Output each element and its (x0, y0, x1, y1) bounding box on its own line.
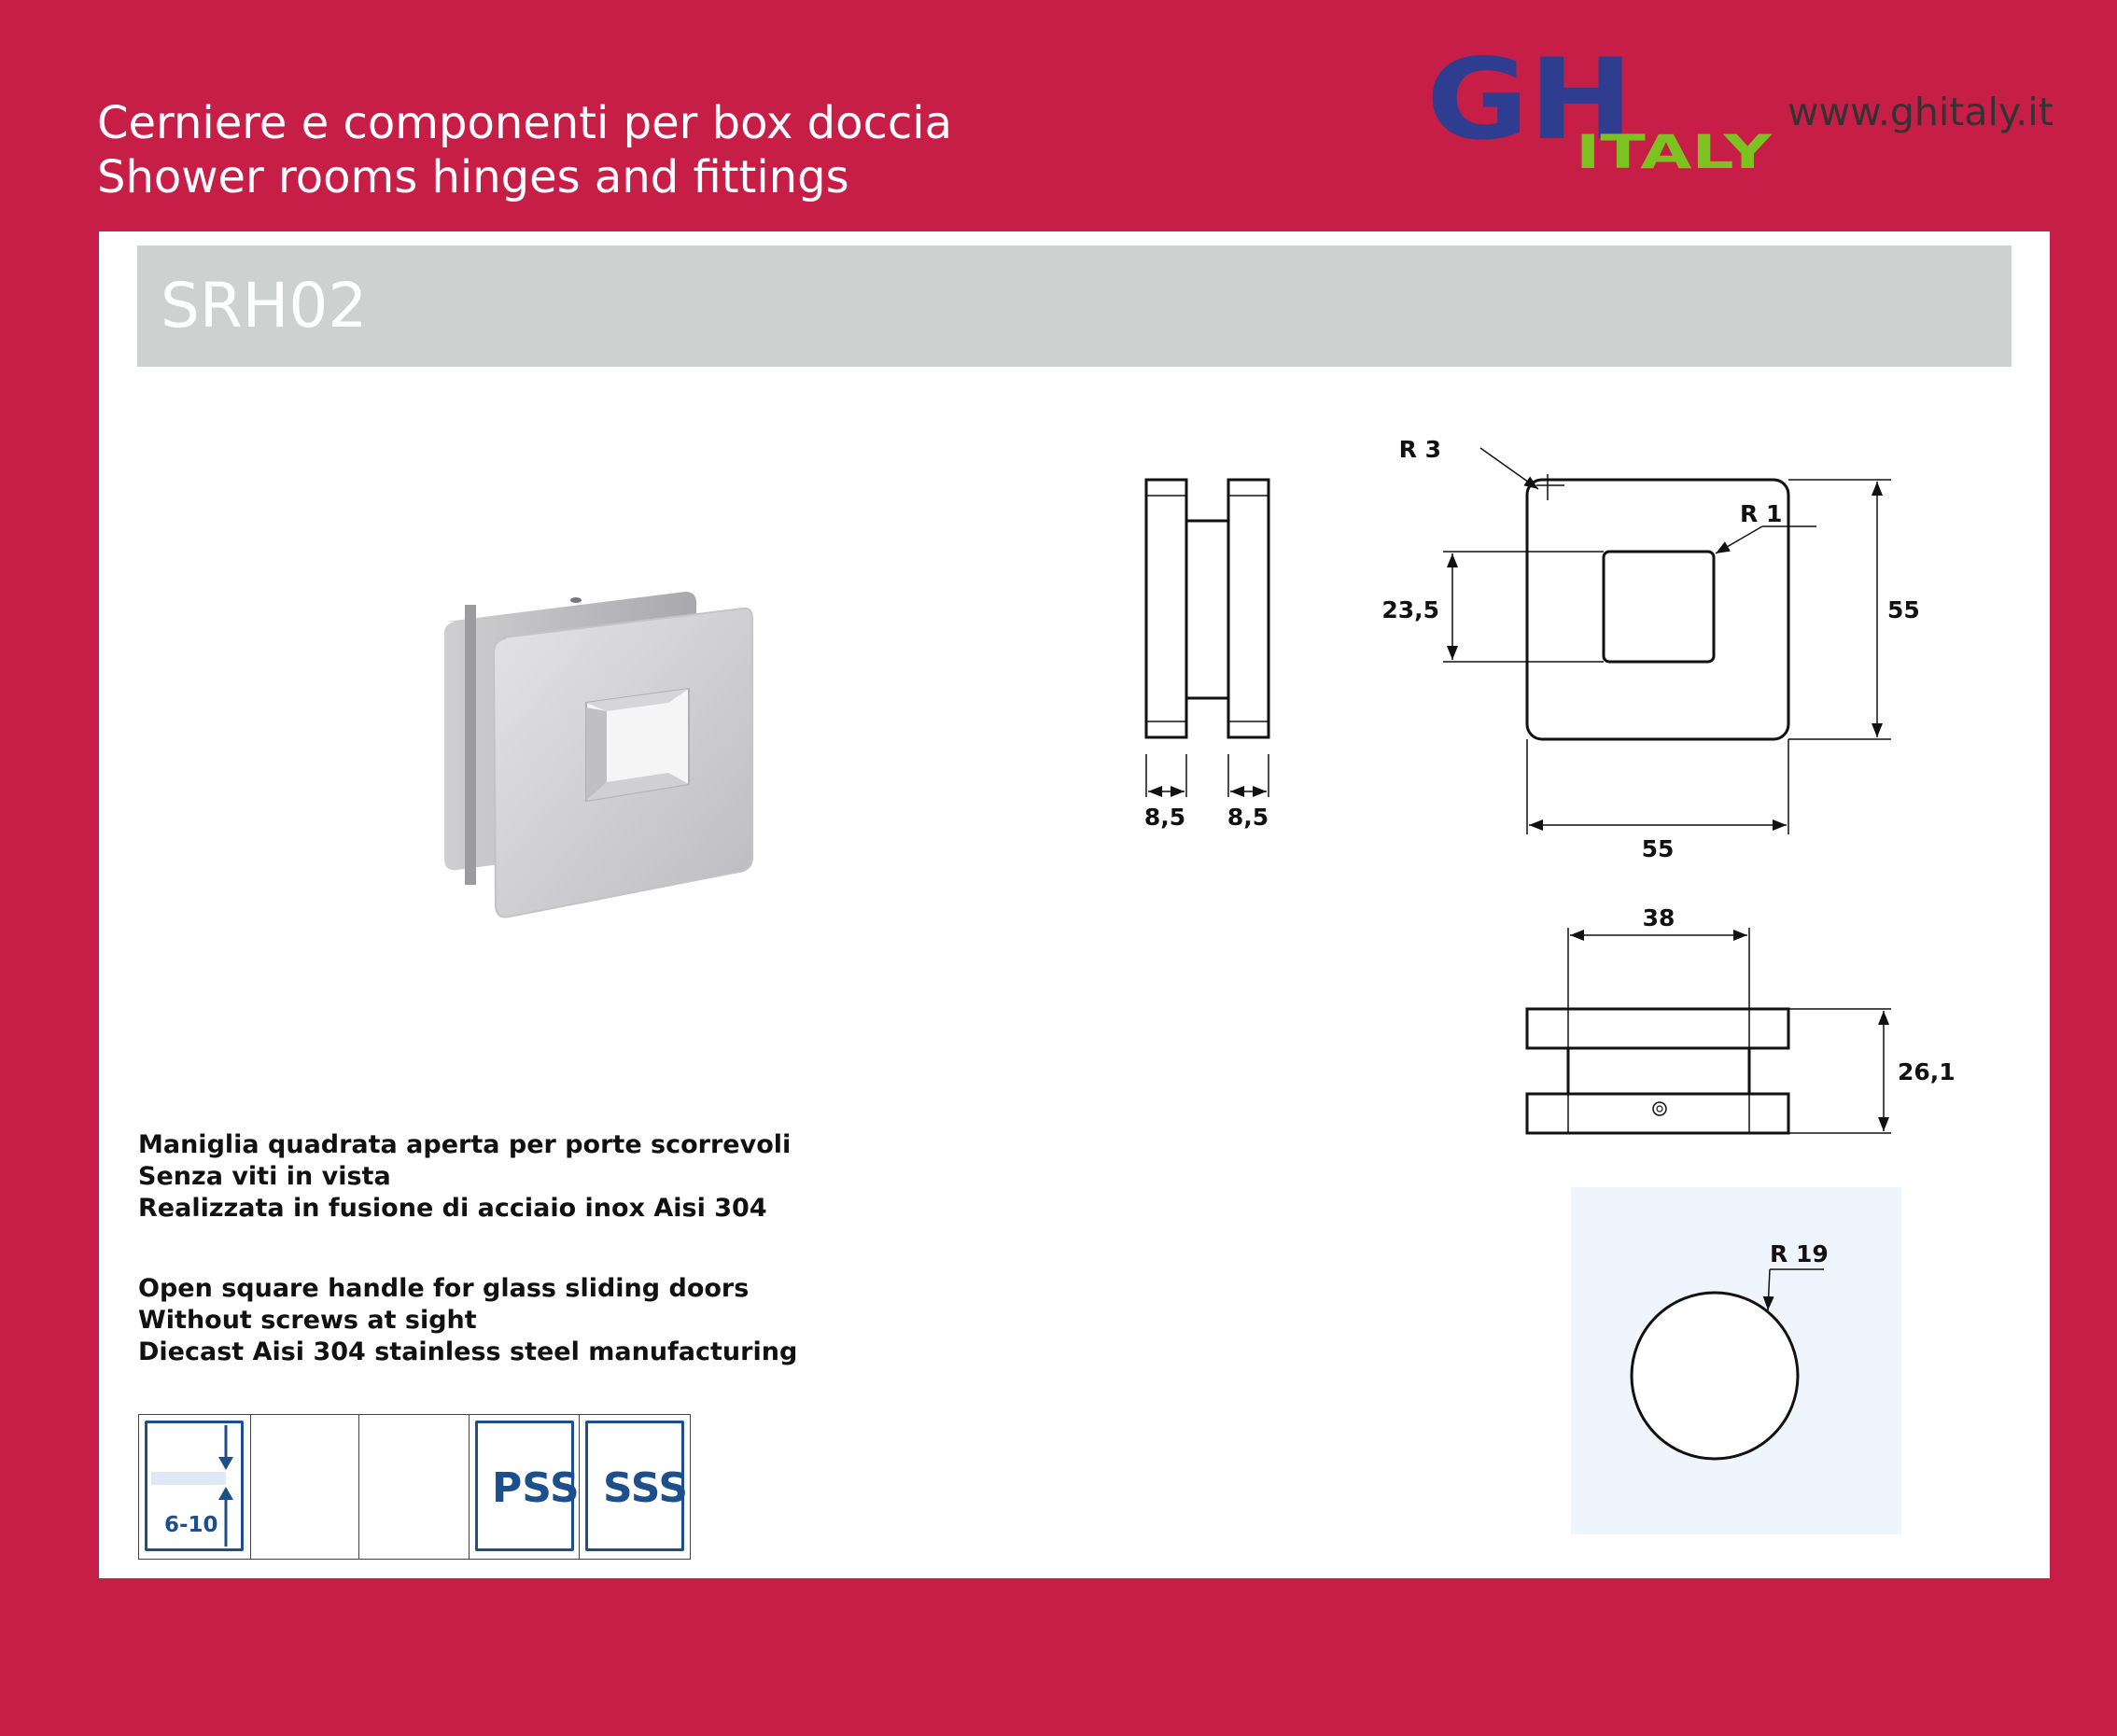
empty-icon-cell (251, 1415, 359, 1559)
glass-thickness-cell (139, 1415, 251, 1559)
gh-italy-logo (1426, 52, 1774, 175)
glass-hole-drawing (1571, 1187, 1901, 1534)
sss-label: SSS (603, 1464, 689, 1512)
description-line: Diecast Aisi 304 stainless steel manufacturing (138, 1337, 798, 1366)
description-line: Open square handle for glass sliding doors (138, 1274, 750, 1303)
description-line: Without screws at sight (138, 1306, 477, 1335)
dim-corner-radius: R 3 (1398, 436, 1441, 463)
description-line: Senza viti in vista (138, 1162, 391, 1191)
pss-label: PSS (492, 1464, 580, 1512)
product-sheet-panel (99, 231, 2050, 1578)
front-view-drawing (1443, 448, 1891, 834)
pss-icon (475, 1421, 580, 1551)
top-view-drawing (1527, 928, 1891, 1133)
glass-thickness-label: 6-10 (164, 1513, 218, 1537)
dim-right-plate-thickness: 8,5 (1227, 804, 1269, 831)
feature-icon-strip (138, 1414, 691, 1560)
product-code: SRH02 (161, 270, 368, 342)
description-italian (138, 1129, 791, 1225)
dim-left-plate-thickness: 8,5 (1143, 804, 1186, 831)
dim-outer-width: 55 (1641, 835, 1675, 862)
website-link[interactable]: www.ghitaly.it (1788, 90, 2054, 134)
empty-icon-cell (359, 1415, 470, 1559)
dim-outer-height: 55 (1887, 596, 1920, 623)
dim-inner-radius: R 1 (1740, 500, 1783, 527)
description-line: Realizzata in fusione di acciaio inox Aisi 304 (138, 1194, 767, 1223)
sss-cell (580, 1415, 690, 1559)
sss-icon (585, 1421, 689, 1551)
dim-top-width: 38 (1642, 904, 1675, 931)
side-view-drawing (1146, 480, 1269, 737)
technical-drawing (99, 231, 2050, 1578)
dim-hole-radius: R 19 (1770, 1240, 1829, 1267)
product-render-image (444, 592, 752, 917)
description-english (138, 1273, 797, 1368)
glass-thickness-icon (145, 1421, 244, 1551)
logo-italy-text: ITALY (1576, 125, 1774, 175)
logo-gh-text: GH (1426, 52, 1633, 165)
dim-inner-size: 23,5 (1381, 596, 1439, 623)
header-title-italian: Cerniere e componenti per box doccia (97, 97, 953, 149)
pss-cell (470, 1415, 580, 1559)
dim-total-depth: 26,1 (1898, 1058, 1956, 1085)
header-title-english: Shower rooms hinges and fittings (97, 151, 849, 203)
description-line: Maniglia quadrata aperta per porte scorrevoli (138, 1130, 792, 1159)
